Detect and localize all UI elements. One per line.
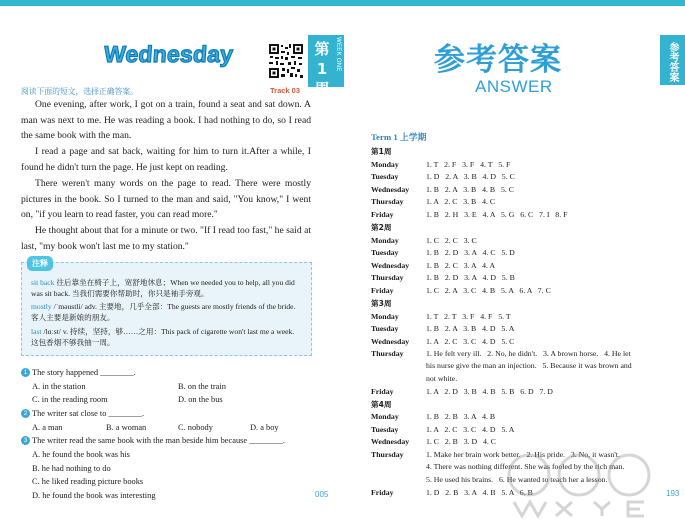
answer-line: 1. B 2. H 3. E 4. A 5. G 6. C 7. I 8. F [426, 210, 568, 219]
vocabulary-entry [31, 301, 303, 323]
paragraph: I read a page and sat back, waiting for him to turn it.After a while, I found he didn't turn the page. He just kept on reading. [21, 146, 311, 173]
answer-line: 1. B 2. A 3. B 4. B 5. C [426, 185, 514, 194]
week-heading: 第1周 [371, 147, 392, 156]
answer-line: 1. B 2. B 3. A 4. B [426, 412, 496, 421]
option[interactable]: D. he found the book was interesting [32, 491, 156, 500]
day-label: Wednesday [371, 185, 410, 194]
week-tab-english: WEEK ONE [335, 37, 341, 72]
paragraph: He thought about that for a minute or two. "If I read too fast," he said at last, "my book won't last me to my station." [21, 225, 311, 252]
answer-line: 1. A 2. C 3. B 4. C [426, 197, 496, 206]
vocabulary-entry [31, 326, 303, 348]
page-number: 193 [666, 489, 680, 498]
answer-line: 1. A 2. C 3. C 4. D 5. C [426, 337, 515, 346]
page-number: 005 [315, 490, 329, 499]
watermark-logo [494, 440, 684, 520]
term-heading: Term 1 上学期 [371, 132, 427, 142]
answer-line: 1. C 2. B 3. D 4. C [426, 437, 496, 446]
answer-line: 1. A 2. D 3. B 4. B 5. B 6. D 7. D [426, 387, 553, 396]
question-number: 1 [21, 368, 30, 377]
left-top-bar [0, 0, 344, 6]
track-label: Track 03 [270, 86, 301, 95]
answer-title: 参考答案 [434, 42, 562, 78]
question-2 [21, 408, 144, 419]
answer-line: 1. He felt very ill. 2. No, he didn't. 3. A brown horse. 4. He let [426, 349, 631, 358]
answer-tab: 参考答案 [660, 35, 685, 85]
answer-line: 1. Make her brain work better. 2. His pride. 3. No, it wasn't. [426, 450, 620, 459]
question-text: The story happened ________. [32, 368, 136, 377]
day-title: Wednesday [103, 41, 235, 67]
answer-line: 1. A 2. C 3. C 4. D 5. A [426, 425, 515, 434]
answer-line: his nurse give the man an injection. 5. Because it was brown and [426, 361, 632, 370]
vocabulary-entry [31, 277, 303, 299]
answer-line: 4. There was nothing different. She was fooled by the rich man. [426, 462, 625, 471]
answer-line: 1. B 2. D 3. A 4. D 5. B [426, 273, 515, 282]
vocabulary-definition: /lɑːst/ v. 持续，坚持，够……之用：This pack of cigarette won't last me a week. 这包香烟不够我抽一周。 [31, 327, 295, 347]
instruction: 阅读下面的短文，选择正确答案。 [21, 87, 138, 96]
paragraph: One evening, after work, I got on a train, found a seat and sat down. A man was next to me. He was reading a book. I had nothing to do, so I read the same book with the man. [21, 99, 311, 142]
answer-line: 1. T 2. T 3. F 4. F 5. T [426, 312, 511, 321]
day-label: Thursday [371, 349, 404, 358]
answer-line: 1. B 2. C 3. A 4. A [426, 261, 496, 270]
question-number: 3 [21, 436, 30, 445]
question-3 [21, 435, 285, 446]
right-top-bar [344, 0, 685, 6]
answer-line: 1. T 2. F 3. F 4. T 5. F [426, 160, 511, 169]
paragraph: There weren't many words on the page to read. There were mostly pictures in the book. So I turned to the man and said, "You know," I went on, "if you learn to read faster, you can read more." [21, 178, 311, 221]
day-label: Tuesday [371, 248, 399, 257]
day-label: Wednesday [371, 437, 410, 446]
answer-line: 1. C 2. C 3. C [426, 236, 477, 245]
answer-line: not white. [426, 374, 458, 383]
question-number: 2 [21, 409, 30, 418]
day-label: Thursday [371, 450, 404, 459]
option[interactable]: C. in the reading room [32, 395, 108, 404]
vocabulary-word: mostly [31, 302, 52, 311]
option[interactable]: C. he liked reading picture books [32, 477, 144, 486]
day-label: Thursday [371, 197, 404, 206]
day-label: Monday [371, 236, 399, 245]
option[interactable]: A. a man [32, 423, 63, 432]
option[interactable]: B. on the train [178, 382, 226, 391]
day-label: Monday [371, 412, 399, 421]
option[interactable]: A. he found the book was his [32, 450, 130, 459]
day-label: Tuesday [371, 172, 399, 181]
week-heading: 第4周 [371, 400, 392, 409]
day-label: Wednesday [371, 261, 410, 270]
option[interactable]: B. a woman [106, 423, 147, 432]
option[interactable]: A. in the station [32, 382, 86, 391]
day-label: Friday [371, 210, 394, 219]
answer-line: 5. He used his brains. 6. He wanted to teach her a lesson. [426, 475, 608, 484]
option[interactable]: C. nobody [178, 423, 213, 432]
day-label: Tuesday [371, 425, 399, 434]
answer-line: 1. C 2. A 3. C 4. B 5. A 6. A 7. C [426, 286, 551, 295]
day-label: Friday [371, 488, 394, 497]
option[interactable]: D. a boy [250, 423, 279, 432]
question-1 [21, 367, 136, 378]
option[interactable]: D. on the bus [178, 395, 223, 404]
week-heading: 第3周 [371, 299, 392, 308]
day-label: Tuesday [371, 324, 399, 333]
day-label: Monday [371, 312, 399, 321]
right-page [344, 0, 685, 524]
vocabulary-word: sit back [31, 278, 55, 287]
day-label: Wednesday [371, 337, 410, 346]
answer-line: 1. D 2. A 3. B 4. D 5. C [426, 172, 515, 181]
answer-line: 1. D 2. B 3. A 4. B 5. A 6. B [426, 488, 533, 497]
week-tab [308, 35, 344, 98]
vocabulary-tag: 注释 [27, 256, 53, 271]
answer-line: 1. B 2. A 3. B 4. D 5. A [426, 324, 515, 333]
day-label: Friday [371, 387, 394, 396]
week-tab-label: 第1周 [314, 40, 330, 98]
week-heading: 第2周 [371, 223, 392, 232]
answer-subtitle: ANSWER [475, 77, 553, 96]
answer-line: 1. B 2. D 3. A 4. C 5. D [426, 248, 515, 257]
question-text: The writer sat close to ________. [32, 409, 145, 418]
qr-code-icon [268, 43, 304, 79]
day-label: Thursday [371, 273, 404, 282]
day-label: Monday [371, 160, 399, 169]
question-text: The writer read the same book with the man beside him because ________. [32, 436, 285, 445]
vocabulary-word: last [31, 327, 42, 336]
vocabulary-definition: 往后靠坐在椅子上，宽舒地休息；When we needed you to help, all you did was sit back. 当我们需要你帮助时，你只是袖手旁观。 [31, 278, 295, 298]
day-label: Friday [371, 286, 394, 295]
option[interactable]: B. he had nothing to do [32, 464, 111, 473]
vocabulary-definition: /ˈməustli/ adv. 主要地，几乎全部：The guests are mostly friends of the bride. 客人主要是新娘的朋友。 [31, 302, 296, 322]
